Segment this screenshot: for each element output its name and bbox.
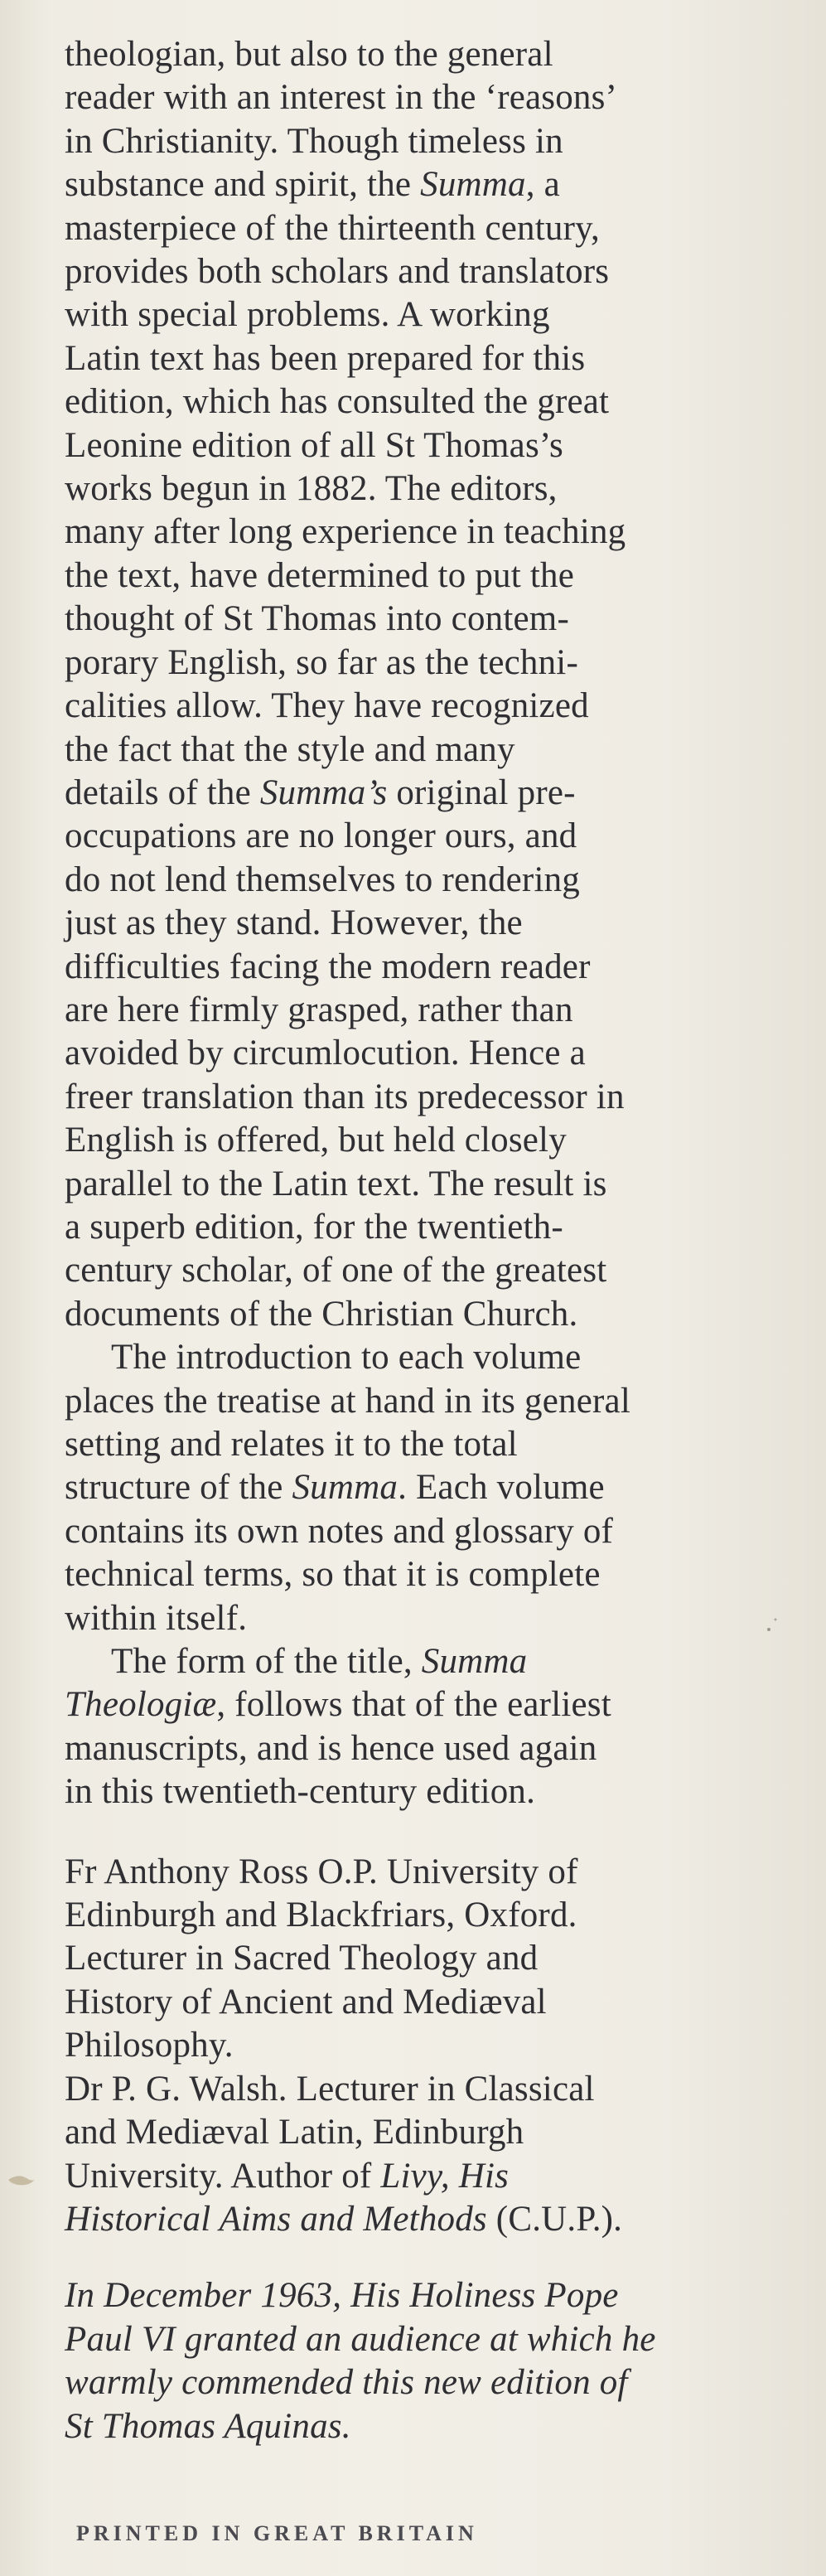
text-line: Leonine edition of all St Thomas’s bbox=[65, 425, 563, 465]
text-fragment: The form of the title, bbox=[111, 1642, 422, 1682]
text-line: century scholar, of one of the greatest bbox=[65, 1251, 607, 1290]
text-line: Lecturer in Sacred Theology and bbox=[65, 1939, 539, 1978]
text-line bbox=[65, 2155, 802, 2198]
text-line: many after long experience in teaching bbox=[65, 512, 626, 552]
text-line: a superb edition, for the twentieth- bbox=[65, 1207, 563, 1247]
text-fragment: , follows that of the earliest bbox=[216, 1685, 611, 1725]
text-line: provides both scholars and translators bbox=[65, 252, 610, 292]
text-line: places the treatise at hand in its general bbox=[65, 1381, 630, 1421]
italic-text: Theologiæ bbox=[65, 1685, 217, 1725]
text-line: masterpiece of the thirteenth century, bbox=[65, 208, 600, 248]
italic-text: Summa bbox=[420, 165, 526, 205]
italic-text: Summa’s bbox=[259, 772, 388, 812]
text-line: calities allow. They have recognized bbox=[65, 686, 589, 726]
text-line: manuscripts, and is hence used again bbox=[65, 1728, 597, 1768]
printed-in-footer: PRINTED IN GREAT BRITAIN bbox=[76, 2521, 478, 2545]
text-line: the fact that the style and many bbox=[65, 729, 515, 769]
editors-paragraph bbox=[65, 1851, 802, 2242]
text-line: The introduction to each volume bbox=[111, 1338, 582, 1378]
text-line: avoided by circumlocution. Hence a bbox=[65, 1034, 586, 1073]
text-line bbox=[65, 1466, 802, 1509]
scuff-mark bbox=[7, 2172, 36, 2188]
text-line: the text, have determined to put the bbox=[65, 555, 574, 595]
text-line: are here firmly grasped, rather than bbox=[65, 990, 573, 1029]
text-fragment: details of the bbox=[65, 772, 260, 812]
text-fragment: University. Author of bbox=[65, 2156, 381, 2196]
text-line: just as they stand. However, the bbox=[65, 903, 523, 943]
italic-text: Summa bbox=[421, 1642, 528, 1682]
introduction-paragraph bbox=[65, 1336, 802, 1640]
text-line: occupations are no longer ours, and bbox=[65, 816, 577, 856]
text-line: theologian, but also to the general bbox=[65, 35, 553, 74]
text-line: Dr P. G. Walsh. Lecturer in Classical bbox=[65, 2069, 595, 2109]
title-note-paragraph bbox=[65, 1640, 802, 1814]
text-fragment: , a bbox=[525, 165, 560, 205]
text-line: Fr Anthony Ross O.P. University of bbox=[65, 1852, 578, 1891]
italic-text: Livy, His bbox=[380, 2156, 510, 2196]
text-line: works begun in 1882. The editors, bbox=[65, 469, 558, 509]
text-line: setting and relates it to the total bbox=[65, 1425, 518, 1464]
text-line: warmly commended this new edition of bbox=[65, 2363, 628, 2403]
paragraph-gap bbox=[65, 1814, 802, 1851]
paragraph-gap bbox=[65, 2241, 802, 2274]
text-line: in Christianity. Though timeless in bbox=[65, 121, 563, 161]
text-line: St Thomas Aquinas. bbox=[65, 2406, 351, 2446]
text-line: and Mediæval Latin, Edinburgh bbox=[65, 2113, 524, 2152]
text-line: contains its own notes and glossary of bbox=[65, 1511, 614, 1551]
text-line: with special problems. A working bbox=[65, 295, 550, 335]
text-fragment: structure of the bbox=[65, 1468, 292, 1508]
text-line: Paul VI granted an audience at which he bbox=[65, 2319, 656, 2359]
scuff-mark bbox=[764, 1615, 784, 1634]
italic-text: Historical Aims and Methods bbox=[65, 2199, 487, 2239]
text-line: do not lend themselves to rendering bbox=[65, 859, 580, 899]
text-line: Philosophy. bbox=[65, 2026, 234, 2065]
papal-audience-note bbox=[65, 2274, 802, 2448]
text-line: English is offered, but held closely bbox=[65, 1121, 567, 1160]
text-line: porary English, so far as the techni- bbox=[65, 642, 578, 682]
text-line: technical terms, so that it is complete bbox=[65, 1555, 601, 1595]
text-fragment: original pre- bbox=[387, 772, 576, 812]
text-fragment: . Each volume bbox=[398, 1468, 605, 1508]
text-line: History of Ancient and Mediæval bbox=[65, 1982, 547, 2022]
text-line: freer translation than its predecessor in bbox=[65, 1077, 625, 1116]
text-fragment: substance and spirit, the bbox=[65, 165, 421, 205]
text-line bbox=[65, 772, 802, 815]
jacket-text bbox=[65, 33, 802, 2448]
text-fragment: (C.U.P.). bbox=[486, 2199, 623, 2239]
text-line bbox=[65, 2198, 802, 2241]
text-line: thought of St Thomas into contem- bbox=[65, 599, 569, 639]
italic-text: Summa bbox=[292, 1468, 399, 1508]
text-line: Latin text has been prepared for this bbox=[65, 338, 586, 378]
text-line bbox=[65, 1640, 802, 1683]
text-line: reader with an interest in the ‘reasons’ bbox=[65, 78, 618, 118]
text-line bbox=[65, 163, 802, 206]
text-line: documents of the Christian Church. bbox=[65, 1294, 578, 1334]
text-line: in this twentieth-century edition. bbox=[65, 1772, 536, 1812]
text-line: edition, which has consulted the great bbox=[65, 382, 610, 422]
description-paragraph bbox=[65, 33, 802, 1336]
text-line bbox=[65, 1683, 802, 1726]
text-line: In December 1963, His Holiness Pope bbox=[65, 2276, 619, 2316]
text-line: within itself. bbox=[65, 1598, 248, 1638]
text-line: Edinburgh and Blackfriars, Oxford. bbox=[65, 1896, 577, 1935]
text-line: parallel to the Latin text. The result is bbox=[65, 1164, 607, 1203]
text-line: difficulties facing the modern reader bbox=[65, 947, 591, 986]
